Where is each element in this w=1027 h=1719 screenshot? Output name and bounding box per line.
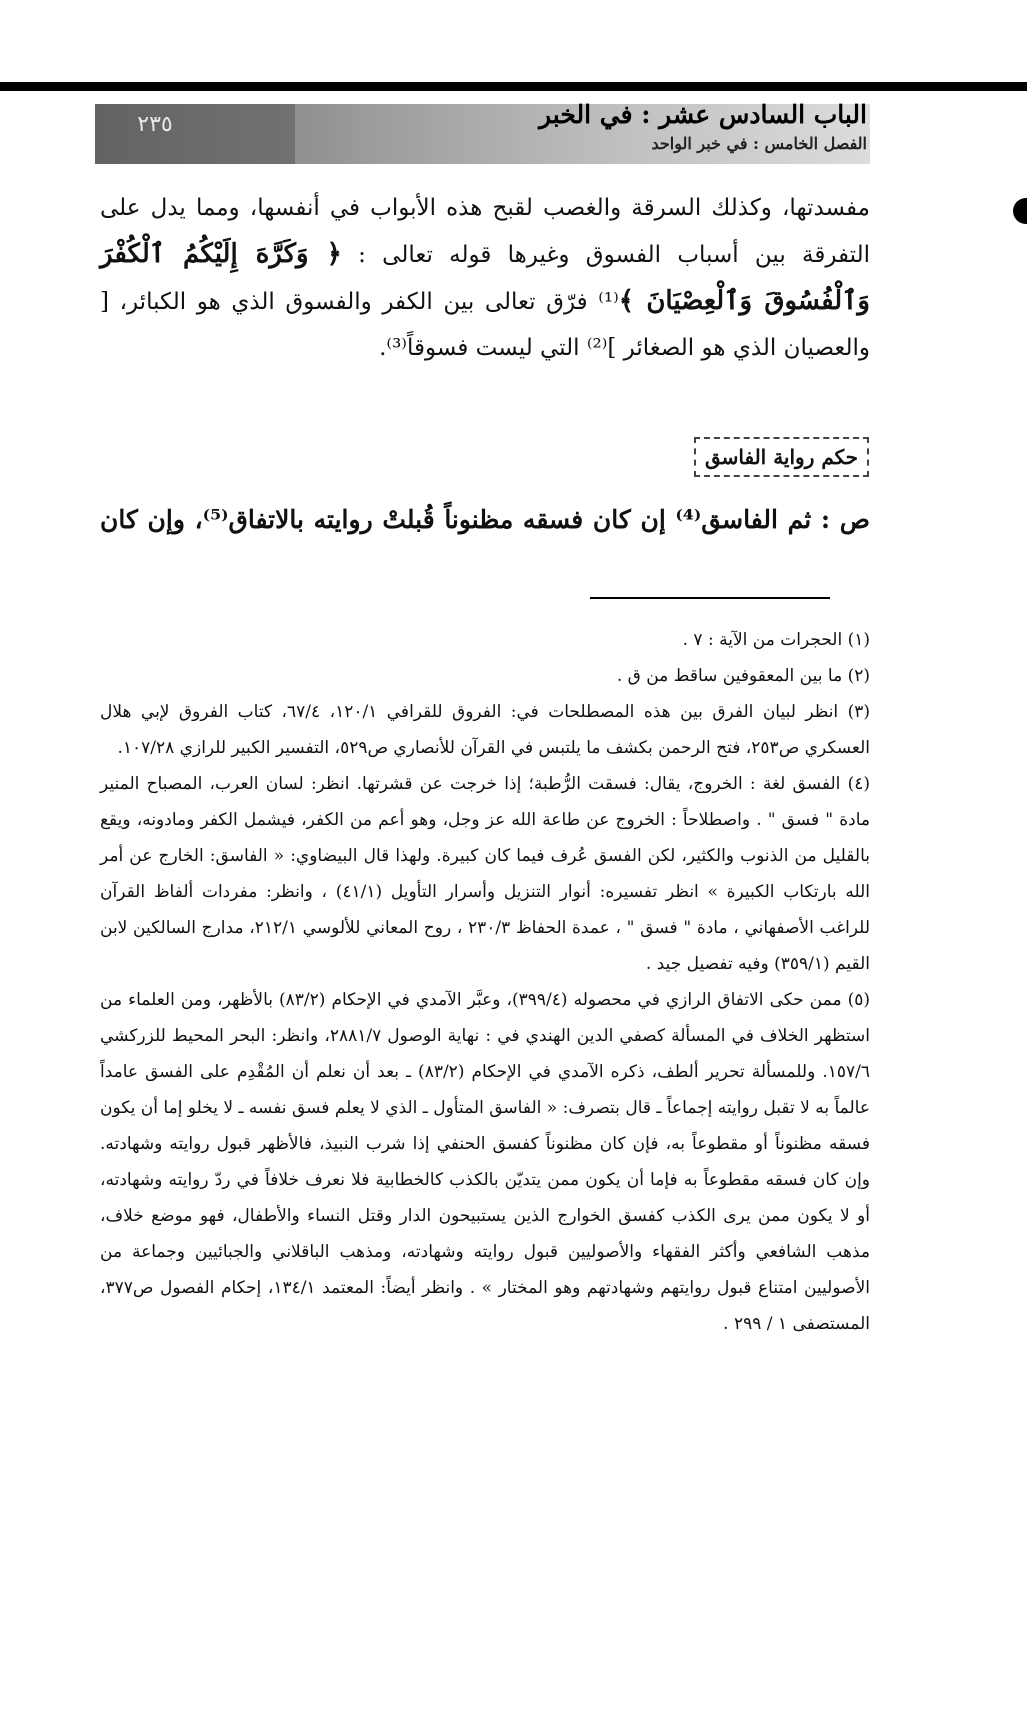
footnote-separator <box>590 597 830 599</box>
quran-verse: ﴿ وَكَرَّهَ إِلَيْكُمُ ٱلْكُفْرَ وَٱلْفُسُوقَ وَٱلْعِصْيَانَ ﴾ <box>100 239 870 316</box>
section-title: الفصل الخامس : في خبر الواحد <box>651 134 867 153</box>
matn-line: ص : ثم الفاسق⁽⁴⁾ إن كان فسقه مظنوناً قُبلتْ روايته بالاتفاق⁽⁵⁾، وإن كان <box>100 505 870 534</box>
page-number: ٢٣٥ <box>137 112 173 137</box>
body-text-after: ⁽¹⁾ فرّق تعالى بين الكفر والفسوق الذي هو الكبائر، [ والعصيان الذي هو الصغائر ]⁽²⁾ التي ليست فسوقاً⁽³⁾. <box>100 289 870 361</box>
footnote-3: (٣) انظر لبيان الفرق بين هذه المصطلحات في: الفروق للقرافي ١٢٠/١، ٦٧/٤، كتاب الفروق لإبي هلال العسكري ص٢٥٣، فتح الرحمن بكشف ما يلتبس في القرآن للأنصاري ص٥٢٩، التفسير الكبير للرازي ١٠٧/٢٨. <box>100 702 871 758</box>
footnote-1: (١) الحجرات من الآية : ٧ . <box>682 630 870 650</box>
body-paragraph <box>100 185 870 371</box>
page-edge-mark <box>1013 198 1027 224</box>
top-rule <box>0 82 1027 91</box>
footnotes-list <box>100 622 870 1342</box>
footnote-5: (٥) ممن حكى الاتفاق الرازي في محصوله (٣٩٩/٤)، وعبَّر الآمدي في الإحكام (٨٣/٢) بالأظهر، ومن العلماء من استظهر الخلاف في المسألة كصفي الدين الهندي في : نهاية الوصول ٢٨٨١/٧، وانظر: البحر المحيط للزركشي ١٥٧/٦. وللمسألة تحرير ألطف، ذكره الآمدي في الإحكام (٨٣/٢) ـ بعد أن نعلم أن المُقْدِم على الفسق عامداً عالماً به لا تقبل روايته إجماعاً ـ قال بتصرف: « الفاسق المتأول ـ الذي لا يعلم فسق نفسه ـ لا يخلو إما أن يكون فسقه مظنوناً أو مقطوعاً به، فإن كان مظنوناً كفسق الحنفي إذا شرب النبيذ، فالأظهر قبول روايته وشهادته. وإن كان فسقه مقطوعاً به فإما أن يكون ممن يتديّن بالكذب كالخطابية فلا نعرف خلافاً في ردّ روايته وشهادته، أو لا يكون ممن يرى الكذب كفسق الخوارج الذين يستبيحون الدار وقتل النساء والأطفال، فهو موضع خلاف، مذهب الشافعي وأكثر الفقهاء والأصوليين قبول روايته وشهادته، ومذهب الباقلاني والجبائيين وجماعة من الأصوليين امتناع قبول روايتهم وشهادتهم وهو المختار » . وانظر أيضاً: المعتمد ١٣٤/١، إحكام الفصول ص٣٧٧، المستصفى ١ / ٢٩٩ . <box>100 990 870 1334</box>
body-text-before: مفسدتها، وكذلك السرقة والغصب لقبح هذه الأبواب في أنفسها، ومما يدل على التفرقة بين أسباب الفسوق وغيرها قوله تعالى : <box>100 195 870 268</box>
chapter-title: الباب السادس عشر : في الخبر <box>539 100 867 129</box>
footnote-4: (٤) الفسق لغة : الخروج، يقال: فسقت الرُّطبة؛ إذا خرجت عن قشرتها. انظر: لسان العرب، المصباح المنير مادة " فسق " . واصطلاحاً : الخروج عن طاعة الله عز وجل، وهو أعم من الكفر، فيشمل الكفر ومادونه، ويقع بالقليل من الذنوب والكثير، لكن الفسق عُرف فيما كان كبيرة. ولهذا قال البيضاوي: « الفاسق: الخارج عن أمر الله بارتكاب الكبيرة » انظر تفسيره: أنوار التنزيل وأسرار التأويل (٤١/١) ، وانظر: مفردات ألفاظ القرآن للراغب الأصفهاني ، مادة " فسق " ، عمدة الحفاظ ٢٣٠/٣ ، روح المعاني للألوسي ٢١٢/١، مدارج السالكين لابن القيم (٣٥٩/١) وفيه تفصيل جيد . <box>100 774 871 974</box>
footnote-2: (٢) ما بين المعقوفين ساقط من ق . <box>616 666 870 686</box>
section-heading-box: حكم رواية الفاسق <box>694 437 869 477</box>
